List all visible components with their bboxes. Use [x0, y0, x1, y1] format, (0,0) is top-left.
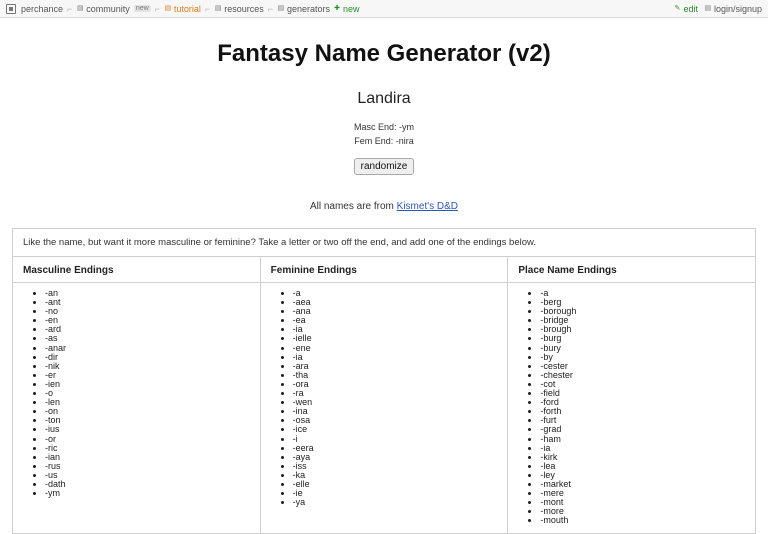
- list-item: • -o: [45, 389, 252, 398]
- list-item: • -ham: [540, 435, 747, 444]
- list-item: • -a: [293, 289, 500, 298]
- perchance-logo-icon[interactable]: [6, 4, 16, 14]
- feminine-endings-list: [271, 289, 500, 507]
- topbar-edit-button[interactable]: [673, 4, 698, 14]
- list-item: • -more: [540, 507, 747, 516]
- list-item: • -tha: [293, 371, 500, 380]
- list-item: • -ie: [293, 489, 500, 498]
- list-item: • -ka: [293, 471, 500, 480]
- page-title: Fantasy Name Generator (v2): [217, 40, 551, 67]
- list-item: • -ene: [293, 344, 500, 353]
- randomize-button-wrapper: [0, 156, 768, 175]
- list-item: • -ius: [45, 425, 252, 434]
- list-item: • -a: [540, 289, 747, 298]
- source-credit-link[interactable]: Kismet's D&D: [396, 201, 459, 212]
- topbar-login-button[interactable]: [704, 4, 762, 14]
- list-item: • -len: [45, 398, 252, 407]
- list-item: • -cester: [540, 362, 747, 371]
- endings-columns: [13, 257, 755, 533]
- list-item: • -i: [293, 435, 500, 444]
- topbar-login-label: login/signup: [713, 3, 762, 14]
- topbar-item-generators[interactable]: [277, 4, 330, 14]
- list-item: • -ya: [293, 498, 500, 507]
- list-item: • -brough: [540, 325, 747, 334]
- list-item: • -ley: [540, 471, 747, 480]
- list-item: • -en: [45, 316, 252, 325]
- list-icon: ▤: [277, 4, 285, 12]
- generator-page: [0, 40, 768, 534]
- endings-panel: [12, 228, 756, 534]
- list-item: • -ice: [293, 425, 500, 434]
- list-item: • -nik: [45, 362, 252, 371]
- topbar-separator: ⌐: [67, 3, 73, 14]
- list-item: • -by: [540, 353, 747, 362]
- list-item: • -no: [45, 307, 252, 316]
- topbar-item-community[interactable]: [76, 4, 150, 14]
- list-item: • -mouth: [540, 516, 747, 525]
- topbar-brand-label: perchance: [21, 3, 64, 14]
- pencil-icon: ✎: [674, 4, 681, 12]
- list-item: • -ien: [45, 380, 252, 389]
- topbar-item-resources-label: resources: [224, 3, 264, 14]
- list-item: • -aea: [293, 298, 500, 307]
- topbar-item-community-label: community: [86, 3, 130, 14]
- list-item: • -ant: [45, 298, 252, 307]
- list-item: • -wen: [293, 398, 500, 407]
- masculine-endings-list: [23, 289, 252, 498]
- list-item: • -bury: [540, 344, 747, 353]
- endings-panel-note: Like the name, but want it more masculine or feminine? Take a letter or two off the end, and add one of the endings below.: [13, 229, 755, 257]
- list-item: • -an: [45, 289, 252, 298]
- list-item: • -mont: [540, 498, 747, 507]
- list-item: • -on: [45, 407, 252, 416]
- list-item: • -iss: [293, 462, 500, 471]
- list-item: • -lea: [540, 462, 747, 471]
- list-item: • -ara: [293, 362, 500, 371]
- feminine-endings-column: [261, 257, 509, 533]
- list-item: • -berg: [540, 298, 747, 307]
- list-item: • -elle: [293, 480, 500, 489]
- source-credit: [0, 201, 768, 212]
- list-item: • -ea: [293, 316, 500, 325]
- place-name-endings-column: [508, 257, 755, 533]
- list-item: • -eera: [293, 444, 500, 453]
- topbar-edit-label: edit: [683, 3, 698, 14]
- list-item: • -ford: [540, 398, 747, 407]
- list-item: • -mere: [540, 489, 747, 498]
- list-item: • -chester: [540, 371, 747, 380]
- topbar-right-group: [673, 4, 762, 14]
- list-item: • -ielle: [293, 334, 500, 343]
- randomize-button[interactable]: randomize: [354, 158, 415, 175]
- list-item: • -grad: [540, 425, 747, 434]
- column-divider: [508, 282, 755, 283]
- topbar-separator: ⌐: [267, 3, 273, 14]
- list-item: • -ana: [293, 307, 500, 316]
- list-item: • -er: [45, 371, 252, 380]
- list-item: • -ric: [45, 444, 252, 453]
- list-item: • -anar: [45, 344, 252, 353]
- source-credit-prefix: All names are from: [309, 201, 397, 212]
- list-item: • -ia: [293, 353, 500, 362]
- list-item: • -dath: [45, 480, 252, 489]
- list-item: • -osa: [293, 416, 500, 425]
- list-item: • -aya: [293, 453, 500, 462]
- topbar-brand[interactable]: [21, 4, 63, 14]
- list-item: • -ard: [45, 325, 252, 334]
- top-navigation-bar: [0, 0, 768, 18]
- place-name-endings-list: [518, 289, 747, 525]
- topbar-item-generators-label: generators: [286, 3, 331, 14]
- folder-icon: ▤: [76, 4, 84, 12]
- topbar-item-new-label: new: [343, 3, 360, 14]
- list-item: • -or: [45, 435, 252, 444]
- list-item: • -field: [540, 389, 747, 398]
- list-item: • -borough: [540, 307, 747, 316]
- list-item: • -burg: [540, 334, 747, 343]
- topbar-community-new-badge: new: [135, 5, 149, 12]
- book-icon: ▤: [164, 4, 172, 12]
- topbar-item-resources[interactable]: [214, 4, 264, 14]
- box-icon: ▤: [214, 4, 222, 12]
- list-item: • -furt: [540, 416, 747, 425]
- list-item: • -ian: [45, 453, 252, 462]
- list-item: • -ia: [293, 325, 500, 334]
- list-item: • -ina: [293, 407, 500, 416]
- user-icon: ▤: [704, 4, 712, 12]
- topbar-item-tutorial-label: tutorial: [173, 3, 201, 14]
- topbar-separator: ⌐: [154, 3, 160, 14]
- list-item: • -rus: [45, 462, 252, 471]
- topbar-item-tutorial[interactable]: [164, 4, 201, 14]
- plus-icon: ✚: [334, 4, 340, 12]
- list-item: • -ton: [45, 416, 252, 425]
- column-divider: [261, 282, 508, 283]
- list-item: • -kirk: [540, 453, 747, 462]
- topbar-left-group: [6, 4, 673, 14]
- feminine-endings-heading: Feminine Endings: [270, 265, 357, 276]
- list-item: • -cot: [540, 380, 747, 389]
- list-item: • -ra: [293, 389, 500, 398]
- list-item: • -market: [540, 480, 747, 489]
- place-name-endings-heading: Place Name Endings: [518, 265, 617, 276]
- masculine-endings-column: [13, 257, 261, 533]
- feminine-ending-value: Fem End: -nira: [354, 136, 414, 146]
- masculine-ending-value: Masc End: -ym: [353, 122, 414, 132]
- list-item: • -ora: [293, 380, 500, 389]
- list-item: • -us: [45, 471, 252, 480]
- generated-name: Landira: [357, 90, 411, 107]
- list-item: • -ia: [540, 444, 747, 453]
- list-item: • -as: [45, 334, 252, 343]
- list-item: • -forth: [540, 407, 747, 416]
- list-item: • -ym: [45, 489, 252, 498]
- topbar-item-new[interactable]: [333, 4, 360, 14]
- topbar-separator: ⌐: [204, 3, 211, 14]
- masculine-endings-heading: Masculine Endings: [23, 265, 114, 276]
- list-item: • -dir: [45, 353, 252, 362]
- list-item: • -bridge: [540, 316, 747, 325]
- column-divider: [13, 282, 260, 283]
